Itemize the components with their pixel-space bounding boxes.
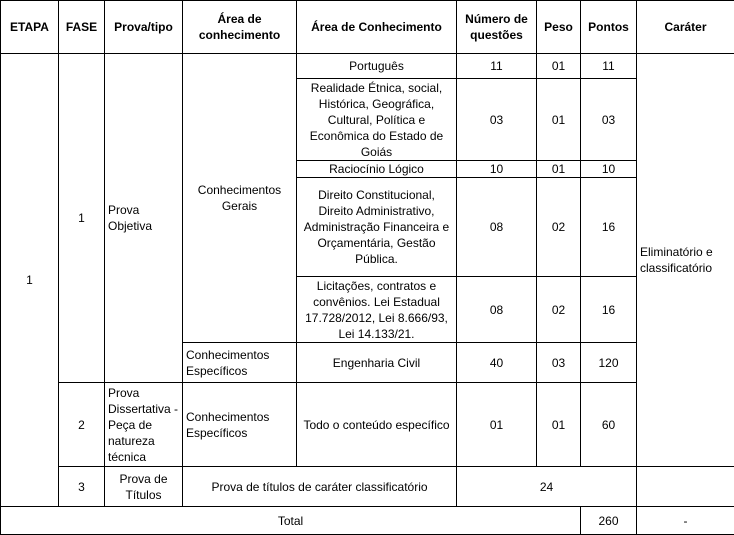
prova-cell: Prova Dissertativa - Peça de natureza técnica — [105, 383, 183, 467]
questoes-cell: 10 — [457, 161, 537, 178]
prova-cell: Prova de Títulos — [105, 467, 183, 507]
total-carater: - — [637, 507, 734, 535]
table-row — [1, 54, 734, 79]
conteudo-cell: Engenharia Civil — [297, 343, 457, 383]
conteudo-cell: Licitações, contratos e convênios. Lei Estadual 17.728/2012, Lei 8.666/93, Lei 14.133/21. — [297, 277, 457, 343]
header-fase: FASE — [59, 1, 105, 54]
peso-cell: 03 — [537, 343, 581, 383]
total-label: Total — [1, 507, 581, 535]
pontos-cell: 60 — [581, 383, 637, 467]
fase-cell: 3 — [59, 467, 105, 507]
table-row — [1, 467, 734, 507]
prova-cell: Prova Objetiva — [105, 54, 183, 383]
peso-cell: 01 — [537, 161, 581, 178]
table-row — [1, 383, 734, 467]
pontos-cell: 16 — [581, 178, 637, 277]
total-pontos: 260 — [581, 507, 637, 535]
questoes-cell: 08 — [457, 277, 537, 343]
header-prova-tipo: Prova/tipo — [105, 1, 183, 54]
peso-cell: 02 — [537, 178, 581, 277]
header-peso: Peso — [537, 1, 581, 54]
pontos-cell: 16 — [581, 277, 637, 343]
conteudo-cell: Todo o conteúdo específico — [297, 383, 457, 467]
questoes-cell: 03 — [457, 79, 537, 161]
header-area-conhecimento: Área de conhecimento — [183, 1, 297, 54]
table-header-row — [1, 1, 734, 54]
conteudo-cell: Raciocínio Lógico — [297, 161, 457, 178]
header-area-conhecimento-2: Área de Conhecimento — [297, 1, 457, 54]
questoes-cell: 40 — [457, 343, 537, 383]
pontos-cell: 11 — [581, 54, 637, 79]
conteudo-cell: Direito Constitucional, Direito Administrativo, Administração Financeira e Orçamentária, Gestão Pública. — [297, 178, 457, 277]
questoes-cell: 08 — [457, 178, 537, 277]
pontos-cell: 120 — [581, 343, 637, 383]
questoes-cell: 01 — [457, 383, 537, 467]
carater-cell: Eliminatório e classificatório — [637, 54, 734, 467]
pontos-cell: 10 — [581, 161, 637, 178]
questoes-cell: 11 — [457, 54, 537, 79]
conteudo-cell: Português — [297, 54, 457, 79]
pontos-cell: 03 — [581, 79, 637, 161]
peso-cell: 01 — [537, 54, 581, 79]
pontos-cell: 24 — [457, 467, 637, 507]
peso-cell: 01 — [537, 79, 581, 161]
conteudo-cell: Prova de títulos de caráter classificatório — [183, 467, 457, 507]
peso-cell: 01 — [537, 383, 581, 467]
peso-cell: 02 — [537, 277, 581, 343]
fase-cell: 1 — [59, 54, 105, 383]
header-numero-questoes: Número de questões — [457, 1, 537, 54]
header-pontos: Pontos — [581, 1, 637, 54]
conteudo-cell: Realidade Étnica, social, Histórica, Geográfica, Cultural, Política e Econômica do Estado de Goiás — [297, 79, 457, 161]
fase-cell: 2 — [59, 383, 105, 467]
header-carater: Caráter — [637, 1, 734, 54]
etapa-cell: 1 — [1, 54, 59, 507]
area-cell: Conhecimentos Gerais — [183, 54, 297, 343]
empty-cell — [637, 467, 734, 507]
header-etapa: ETAPA — [1, 1, 59, 54]
area-cell: Conhecimentos Específicos — [183, 383, 297, 467]
total-row — [1, 507, 734, 535]
area-cell: Conhecimentos Específicos — [183, 343, 297, 383]
